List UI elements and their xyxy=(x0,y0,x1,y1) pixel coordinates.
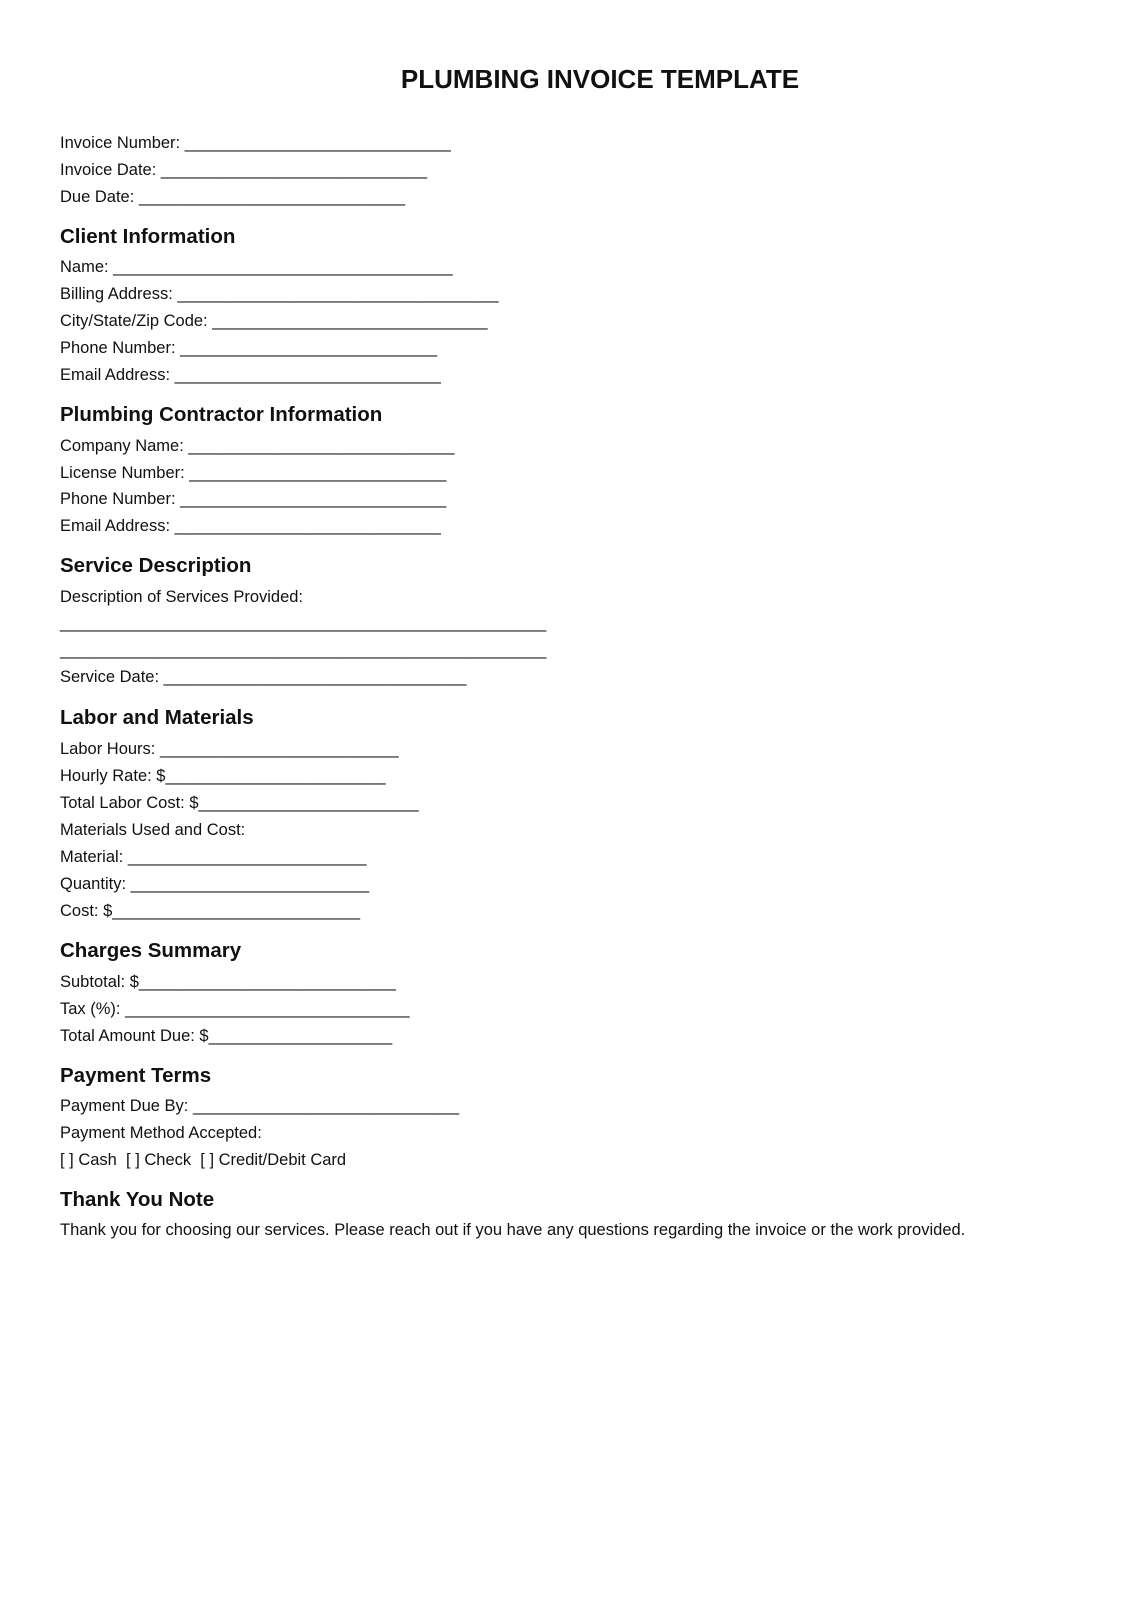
payment-method-label: Payment Method Accepted: xyxy=(60,1124,262,1142)
tax-field: Tax (%): _______________________________ xyxy=(60,1000,410,1018)
payment-terms-heading: Payment Terms xyxy=(60,1064,212,1087)
contractor-email-field: Email Address: _____________________________ xyxy=(60,517,441,535)
service-description-heading: Service Description xyxy=(60,554,252,577)
client-city-state-zip-field: City/State/Zip Code: ______________________________ xyxy=(60,312,488,330)
service-description-label: Description of Services Provided: xyxy=(60,588,304,606)
client-name-field: Name: _____________________________________ xyxy=(60,258,453,276)
material-cost-field: Cost: $___________________________ xyxy=(60,902,361,920)
due-date-field: Due Date: _____________________________ xyxy=(60,188,405,206)
contractor-company-field: Company Name: _____________________________ xyxy=(60,437,455,455)
client-phone-field: Phone Number: ____________________________ xyxy=(60,339,438,357)
contractor-phone-field: Phone Number: _____________________________ xyxy=(60,490,447,508)
invoice-number-field: Invoice Number: _____________________________ xyxy=(60,134,451,152)
hourly-rate-field: Hourly Rate: $________________________ xyxy=(60,767,386,785)
charges-summary-heading: Charges Summary xyxy=(60,939,242,962)
total-labor-cost-field: Total Labor Cost: $________________________ xyxy=(60,794,419,812)
service-description-line: _____________________________________________________ xyxy=(60,614,547,632)
service-date-field: Service Date: _________________________________ xyxy=(60,668,467,686)
material-field: Material: __________________________ xyxy=(60,848,367,866)
payment-due-by-field: Payment Due By: _____________________________ xyxy=(60,1097,460,1115)
thank-you-heading: Thank You Note xyxy=(60,1188,215,1211)
client-billing-address-field: Billing Address: ___________________________________ xyxy=(60,285,499,303)
thank-you-text: Thank you for choosing our services. Please reach out if you have any questions regarding the invoice or the work provided. xyxy=(60,1221,966,1239)
client-information-heading: Client Information xyxy=(60,225,236,248)
payment-method-options: [ ] Cash [ ] Check [ ] Credit/Debit Card xyxy=(60,1151,347,1169)
invoice-date-field: Invoice Date: _____________________________ xyxy=(60,161,428,179)
quantity-field: Quantity: __________________________ xyxy=(60,875,370,893)
client-email-field: Email Address: _____________________________ xyxy=(60,366,441,384)
contractor-information-heading: Plumbing Contractor Information xyxy=(60,403,383,426)
subtotal-field: Subtotal: $____________________________ xyxy=(60,973,396,991)
contractor-license-field: License Number: ____________________________ xyxy=(60,464,447,482)
labor-hours-field: Labor Hours: __________________________ xyxy=(60,740,399,758)
materials-used-label: Materials Used and Cost: xyxy=(60,821,246,839)
total-amount-due-field: Total Amount Due: $____________________ xyxy=(60,1027,393,1045)
service-description-line: _____________________________________________________ xyxy=(60,641,547,659)
document-title: PLUMBING INVOICE TEMPLATE xyxy=(400,64,800,94)
labor-materials-heading: Labor and Materials xyxy=(60,706,254,729)
